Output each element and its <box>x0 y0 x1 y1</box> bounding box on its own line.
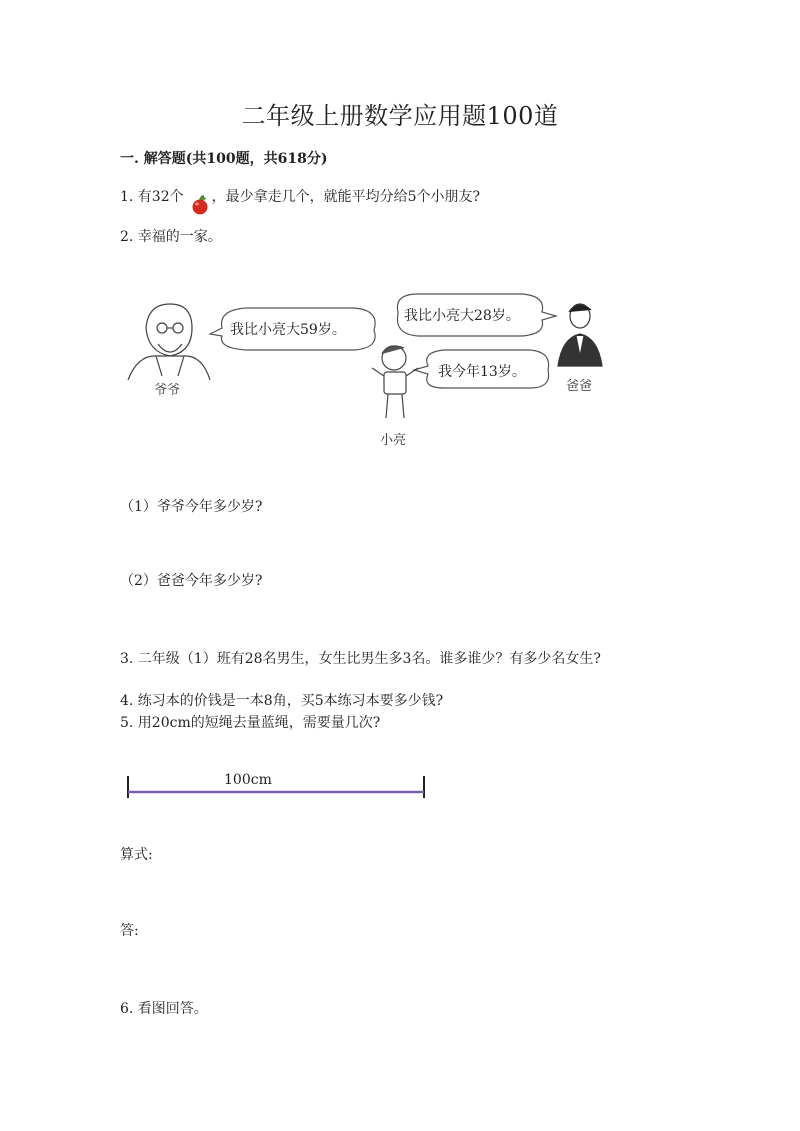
dad-figure <box>558 304 602 366</box>
question-4: 4. 练习本的价钱是一本8角，买5本练习本要多少钱? <box>120 693 444 709</box>
xiaoliang-figure <box>372 346 418 418</box>
rope-diagram <box>126 770 426 800</box>
bubble-grandpa-text: 我比小亮大59岁。 <box>230 322 346 338</box>
apple-icon <box>184 187 212 201</box>
question-2-sub-1: （1）爷爷今年多少岁? <box>120 499 263 515</box>
name-dad: 爸爸 <box>566 379 593 394</box>
question-1-after: ，最少拿走几个，就能平均分给5个小朋友? <box>211 189 481 205</box>
grandpa-figure <box>128 304 210 380</box>
question-6: 6. 看图回答。 <box>120 1001 208 1017</box>
family-illustration <box>118 290 638 460</box>
question-1-before: 1. 有32个 <box>120 189 184 205</box>
question-5: 5. 用20cm的短绳去量蓝绳，需要量几次? <box>120 715 381 731</box>
question-1 <box>120 186 480 208</box>
name-grandpa: 爷爷 <box>154 383 181 398</box>
question-2: 2. 幸福的一家。 <box>120 229 222 245</box>
question-3: 3. 二年级（1）班有28名男生，女生比男生多3名。谁多谁少？有多少名女生? <box>120 651 601 667</box>
bubble-dad-text: 我比小亮大28岁。 <box>404 308 520 324</box>
rope-length-label: 100cm <box>224 772 272 788</box>
answer-label: 答: <box>120 923 139 939</box>
name-xiaoliang: 小亮 <box>380 433 407 448</box>
page-title: 二年级上册数学应用题100道 <box>241 102 559 130</box>
question-2-sub-2: （2）爸爸今年多少岁? <box>120 573 263 589</box>
section-heading: 一. 解答题(共100题，共618分) <box>120 151 328 167</box>
formula-label: 算式: <box>120 847 153 863</box>
bubble-xiaoliang-text: 我今年13岁。 <box>438 364 526 380</box>
